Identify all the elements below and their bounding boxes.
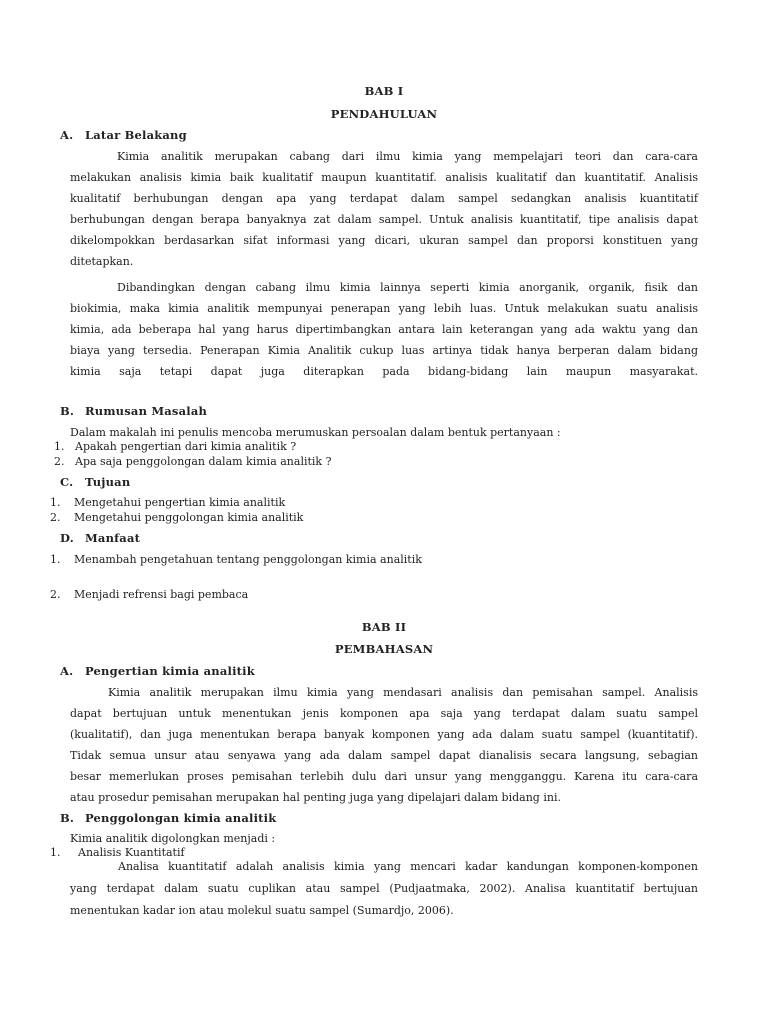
list-number: 1. (54, 440, 65, 453)
list-item: Mengetahui penggolongan kimia analitik (74, 511, 304, 524)
paragraph-line: kimia saja tetapi dapat juga diterapkan pada bidang-bidang lain maupun masyarakat. (70, 365, 698, 378)
list-number: 2. (50, 588, 61, 601)
paragraph-line: (kualitatif), dan juga menentukan berapa banyak komponen yang ada dalam suatu sampel (kuantitatif). (70, 728, 698, 741)
section-2a-label: A. (60, 664, 74, 678)
paragraph-line: kimia, ada beberapa hal yang harus dipertimbangkan antara lain keterangan yang ada waktu yang dan (70, 323, 698, 336)
list-number: 1. (50, 496, 61, 509)
list-number: 2. (50, 511, 61, 524)
paragraph-line: kualitatif berhubungan dengan apa yang terdapat dalam sampel sedangkan analisis kuantitatif (70, 192, 698, 205)
chapter-1-subtitle: PENDAHULUAN (330, 107, 438, 121)
paragraph-line: melakukan analisis kimia baik kualitatif maupun kuantitatif. analisis kualitatif dan kuantitatif. Analisis (70, 171, 698, 184)
chapter-2-subtitle: PEMBAHASAN (334, 642, 434, 656)
paragraph-line: dikelompokkan berdasarkan sifat informasi yang dicari, ukuran sampel dan proporsi konstituen yang (70, 234, 698, 247)
section-2a-heading: Pengertian kimia analitik (85, 664, 255, 678)
section-a-label: A. (60, 128, 74, 142)
section-b-intro: Dalam makalah ini penulis mencoba merumuskan persoalan dalam bentuk pertanyaan : (70, 426, 561, 439)
section-c-label: C. (60, 475, 74, 489)
paragraph-line: berhubungan dengan berapa banyaknya zat dalam sampel. Untuk analisis kuantitatif, tipe analisis dapat (70, 213, 698, 226)
paragraph-line: Analisa kuantitatif adalah analisis kimia yang mencari kadar kandungan komponen-komponen (118, 860, 698, 873)
paragraph-line: Tidak semua unsur atau senyawa yang ada dalam sampel dapat dianalisis secara langsung, sebagian (70, 749, 698, 762)
paragraph-line: Kimia analitik merupakan ilmu kimia yang mendasari analisis dan pemisahan sampel. Analisis (108, 686, 698, 699)
list-number: 2. (54, 455, 65, 468)
list-item: Mengetahui pengertian kimia analitik (74, 496, 286, 509)
paragraph-line: Kimia analitik merupakan cabang dari ilmu kimia yang mempelajari teori dan cara-cara (117, 150, 698, 163)
section-2b-label: B. (60, 811, 75, 825)
section-c-heading: Tujuan (85, 475, 131, 489)
paragraph-line: yang terdapat dalam suatu cuplikan atau sampel (Pudjaatmaka, 2002). Analisa kuantitatif bertujuan (70, 882, 698, 895)
section-2b-heading: Penggolongan kimia analitik (85, 811, 277, 825)
paragraph-line: atau prosedur pemisahan merupakan hal penting juga yang dipelajari dalam bidang ini. (70, 791, 561, 804)
list-number: 1. (50, 553, 61, 566)
list-item: Menambah pengetahuan tentang penggolongan kimia analitik (74, 553, 422, 566)
list-item: Apa saja penggolongan dalam kimia analitik ? (75, 455, 332, 468)
section-a-heading: Latar Belakang (85, 128, 187, 142)
section-d-heading: Manfaat (85, 531, 141, 545)
section-2b-intro: Kimia analitik digolongkan menjadi : (70, 832, 276, 845)
section-b-label: B. (60, 404, 75, 418)
paragraph-line: biokimia, maka kimia analitik mempunyai penerapan yang lebih luas. Untuk melakukan suatu analisis (70, 302, 698, 315)
paragraph-line: besar memerlukan proses pemisahan terlebih dulu dari unsur yang mengganggu. Karena itu cara-cara (70, 770, 698, 783)
paragraph-line: ditetapkan. (70, 255, 134, 268)
list-item: Apakah pengertian dari kimia analitik ? (75, 440, 297, 453)
list-number: 1. (50, 846, 61, 859)
paragraph-line: menentukan kadar ion atau molekul suatu sampel (Sumardjo, 2006). (70, 904, 454, 917)
paragraph-line: dapat bertujuan untuk menentukan jenis komponen apa saja yang terdapat dalam suatu sampel (70, 707, 698, 720)
paragraph-line: biaya yang tersedia. Penerapan Kimia Analitik cukup luas artinya tidak hanya berperan dalam bidang (70, 344, 698, 357)
chapter-2-title: BAB II (361, 620, 407, 634)
chapter-1-title: BAB I (364, 84, 404, 98)
section-b-heading: Rumusan Masalah (85, 404, 208, 418)
list-item: Menjadi refrensi bagi pembaca (74, 588, 249, 601)
paragraph-line: Dibandingkan dengan cabang ilmu kimia lainnya seperti kimia anorganik, organik, fisik dan (117, 281, 698, 294)
section-d-label: D. (60, 531, 74, 545)
list-item: Analisis Kuantitatif (78, 846, 185, 859)
